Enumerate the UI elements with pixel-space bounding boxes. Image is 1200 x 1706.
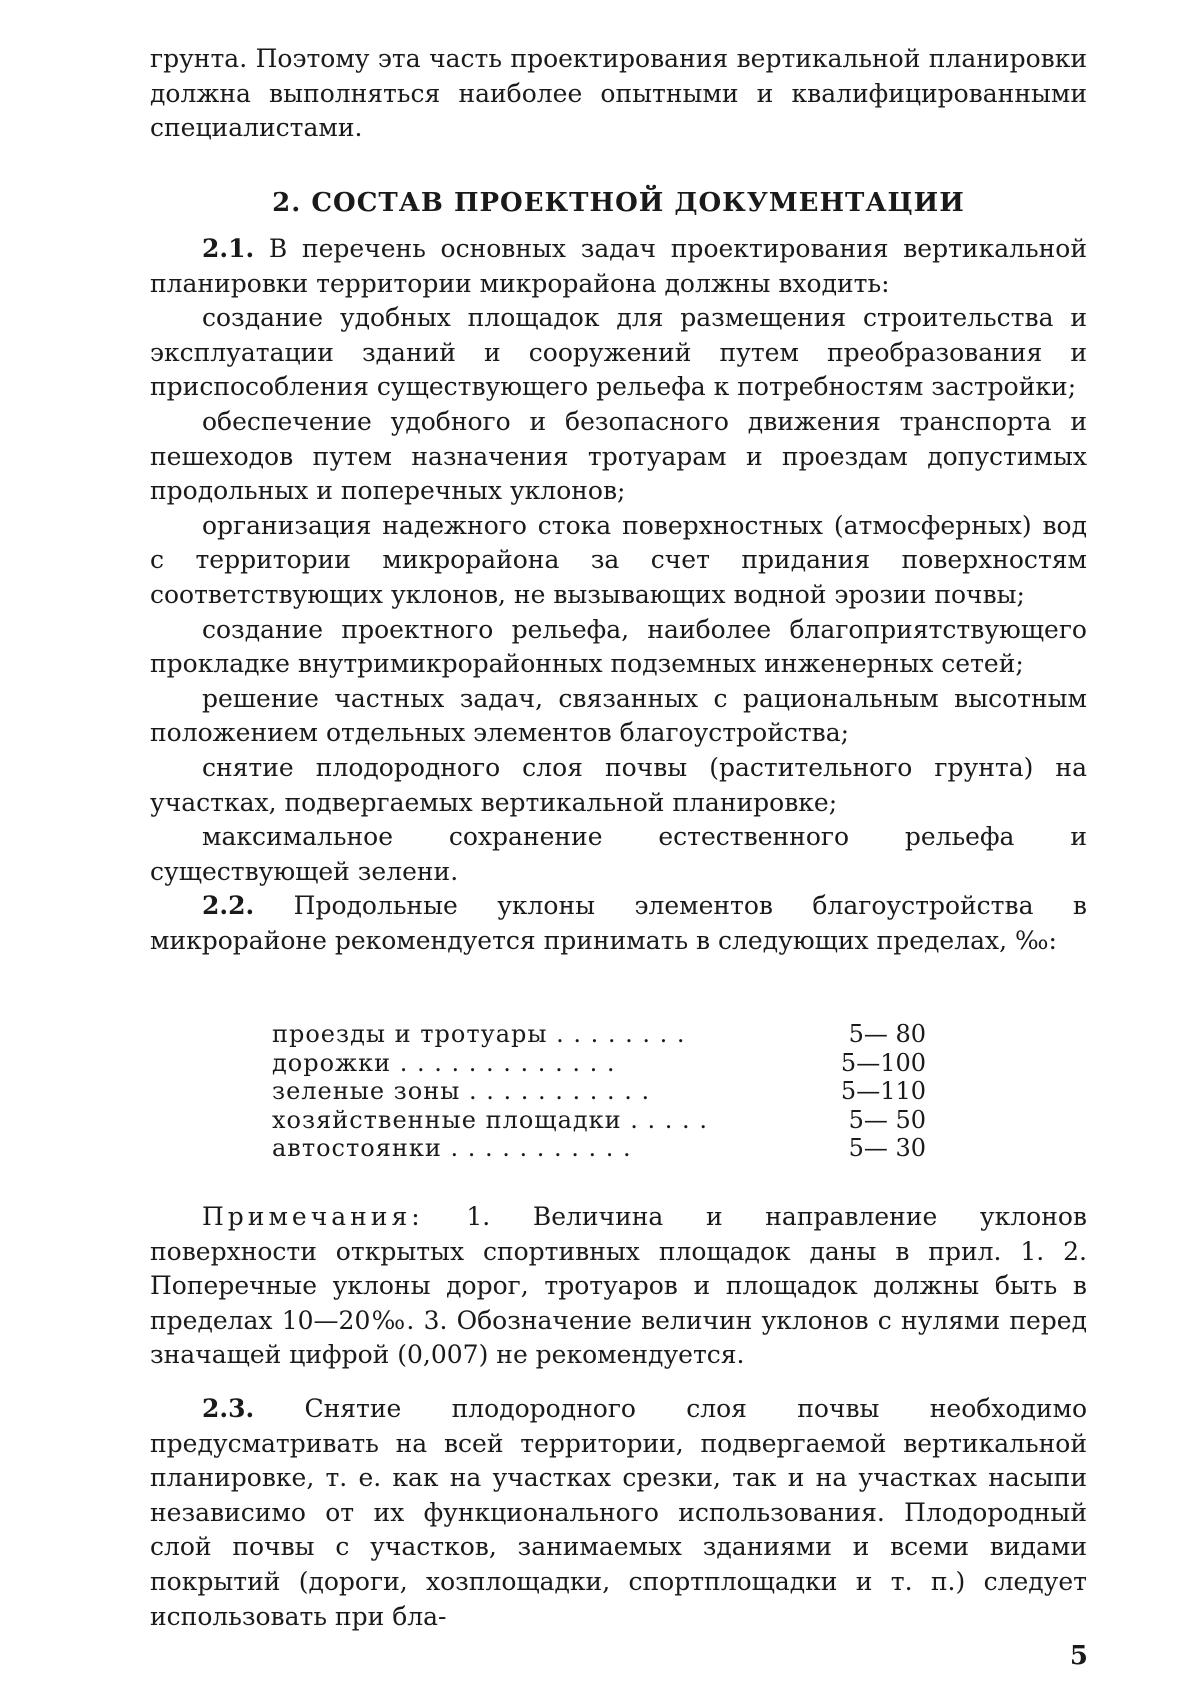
intro-paragraph: грунта. Поэтому эта часть проектирования вертикальной планировки должна выполняться наиболее опытными и квалифицированными специалистами. [150, 44, 1087, 143]
paragraph-number: 2.1. [202, 234, 255, 263]
list-item: организация надежного стока поверхностных (атмосферных) вод с территории микрорайона за счет придания поверхностям соответствующих уклонов, не вызывающих водной эрозии почвы; [150, 510, 1087, 609]
notes-text: 1. Величина и направление уклонов поверхности открытых спортивных площадок даны в прил. 1. 2. Поперечные уклоны дорог, тротуаров и площадок должны быть в пределах 10—20‰. 3. Обозначение величин уклонов с нулями перед значащей цифрой (0,007) не рекомендуется. [150, 1202, 1087, 1370]
notes-block [150, 1200, 1087, 1373]
slope-value: 5— 50 [848, 1105, 926, 1134]
slope-label: хозяйственные площадки . . . . . [272, 1105, 708, 1134]
list-item: решение частных задач, связанных с рациональным высотным положением отдельных элементов благоустройства; [150, 683, 1087, 748]
table-row [272, 1049, 926, 1078]
slope-value: 5—100 [840, 1048, 926, 1077]
section-2-1-block [150, 232, 1087, 958]
paragraph-text: В перечень основных задач проектирования вертикальной планировки территории микрорайона должны входить: [150, 234, 1087, 298]
list-item: обеспечение удобного и безопасного движения транспорта и пешеходов путем назначения тротуарам и проездам допустимых продольных и поперечных уклонов; [150, 406, 1087, 506]
notes-label: Примечания: [202, 1202, 424, 1231]
paragraph-text: Продольные уклоны элементов благоустройства в микрорайоне рекомендуется принимать в следующих пределах, ‰: [150, 891, 1087, 955]
slope-label: дорожки . . . . . . . . . . . . . [272, 1048, 616, 1077]
page-number: 5 [1069, 1641, 1088, 1671]
slope-label: зеленые зоны . . . . . . . . . . . [272, 1077, 651, 1105]
slope-label: автостоянки . . . . . . . . . . . [272, 1134, 632, 1162]
paragraph-2-3 [150, 1392, 1087, 1634]
list-item: создание удобных площадок для размещения строительства и эксплуатации зданий и сооружений путем преобразования и приспособления существующего рельефа к потребностям застройки; [150, 303, 1087, 402]
paragraph-number: 2.2. [202, 891, 255, 921]
slope-label: проезды и тротуары . . . . . . . . [272, 1020, 686, 1048]
section-title: 2. СОСТАВ ПРОЕКТНОЙ ДОКУМЕНТАЦИИ [272, 188, 965, 218]
list-item: снятие плодородного слоя почвы (растительного грунта) на участках, подвергаемых вертикальной планировке; [150, 752, 1087, 817]
table-row [272, 1077, 926, 1106]
paragraph-number: 2.3. [202, 1394, 255, 1423]
section-2-3-block [150, 1392, 1087, 1634]
list-item: создание проектного рельефа, наиболее благоприятствующего прокладке внутримикрорайонных подземных инженерных сетей; [150, 614, 1087, 679]
table-row [272, 1020, 926, 1049]
notes-paragraph [150, 1200, 1087, 1373]
slopes-table [272, 1020, 926, 1163]
slope-value: 5— 30 [848, 1134, 926, 1162]
paragraph-text: Снятие плодородного слоя почвы необходимо предусматривать на всей территории, подвергаемой вертикальной планировке, т. е. как на участках срезки, так и на участках насыпи независимо от их функционального использования. Плодородный слой почвы с участков, занимаемых зданиями и всеми видами покрытий (дороги, хозплощадки, спортплощадки и т. п.) следует использовать при бла- [150, 1394, 1087, 1631]
slope-value: 5—110 [840, 1077, 926, 1105]
list-item: максимальное сохранение естественного рельефа и существующей зелени. [150, 822, 1087, 886]
paragraph-2-1 [150, 232, 1087, 301]
table-row [272, 1106, 926, 1135]
slope-value: 5— 80 [848, 1020, 926, 1048]
paragraph-2-2 [150, 889, 1087, 958]
intro-block [150, 42, 1087, 146]
table-row [272, 1134, 926, 1163]
